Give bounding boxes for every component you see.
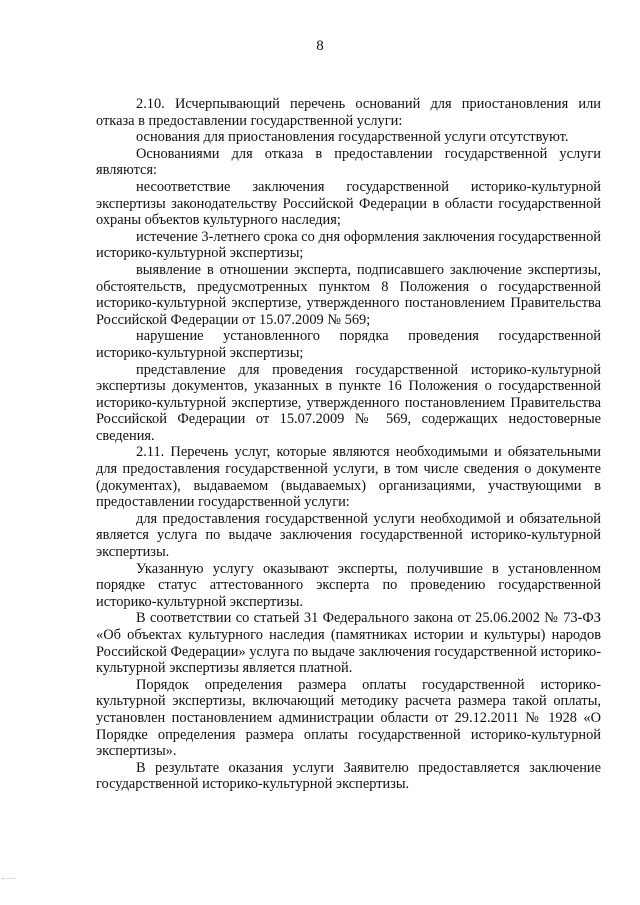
paragraph-federal-law: В соответствии со статьей 31 Федерального закона от 25.06.2002 № 73-ФЗ «Об объектах культурного наследия (памятниках истории и культуры) народов Российской Федерации» услуга по выдаче заключения государственной историко-культурной экспертизы является платной.: [96, 610, 601, 677]
paragraph-suspension-grounds: основания для приостановления государственной услуги отсутствуют.: [136, 129, 569, 146]
paragraph-experts: Указанную услугу оказывают эксперты, получившие в установленном порядке статус аттестованного эксперта по проведению государственной историко-культурной экспертизы.: [96, 560, 601, 610]
document-body: [96, 96, 601, 793]
paragraph-2-11: 2.11. Перечень услуг, которые являются необходимыми и обязательными для предоставления государственной услуги, в том числе сведения о документе (документах), выдаваемом (выдаваемых) организациями, участвующими в предоставлении государственной услуги:: [96, 444, 601, 511]
paragraph-result: В результате оказания услуги Заявителю предоставляется заключение государственной историко-культурной экспертизы.: [96, 759, 601, 793]
paragraph-required-service: для предоставления государственной услуги необходимой и обязательной является услуга по выдаче заключения государственной историко-культурной экспертизы.: [96, 510, 601, 561]
paragraph-payment-procedure: Порядок определения размера оплаты государственной историко-культурной экспертизы, включающий методику расчета размера такой оплаты, установлен постановлением администрации области от 29.12.2011 № 1928 «О Порядке определения размера оплаты государственной историко-культурной экспертизы».: [96, 676, 601, 760]
scan-artifact: [2, 878, 16, 882]
paragraph-false-information: представление для проведения государственной историко-культурной экспертизы документов, указанных в пункте 16 Положения о государственной историко-культурной экспертизе, утвержденного постановлением Правительства Российской Федерации от 15.07.2009 № 569, содержащих недостоверные сведения.: [96, 361, 601, 444]
paragraph-nonconformity: несоответствие заключения государственной историко-культурной экспертизы законодательству Российской Федерации в области государственной охраны объектов культурного наследия;: [96, 178, 601, 229]
paragraph-2-10: 2.10. Исчерпывающий перечень оснований для приостановления или отказа в предоставлении государственной услуги:: [96, 96, 601, 129]
paragraph-procedure-violation: нарушение установленного порядка проведения государственной историко-культурной экспертизы;: [96, 328, 601, 361]
paragraph-expiry: истечение 3-летнего срока со дня оформления заключения государственной историко-культурной экспертизы;: [96, 228, 601, 262]
paragraph-refusal-grounds: Основаниями для отказа в предоставлении государственной услуги являются:: [96, 145, 601, 179]
page-number: 8: [316, 38, 324, 54]
paragraph-expert-circumstances: выявление в отношении эксперта, подписавшего заключение экспертизы, обстоятельств, предусмотренных пунктом 8 Положения о государственной историко-культурной экспертизе, утвержденного постановлением Правительства Российской Федерации от 15.07.2009 № 569;: [96, 261, 601, 328]
